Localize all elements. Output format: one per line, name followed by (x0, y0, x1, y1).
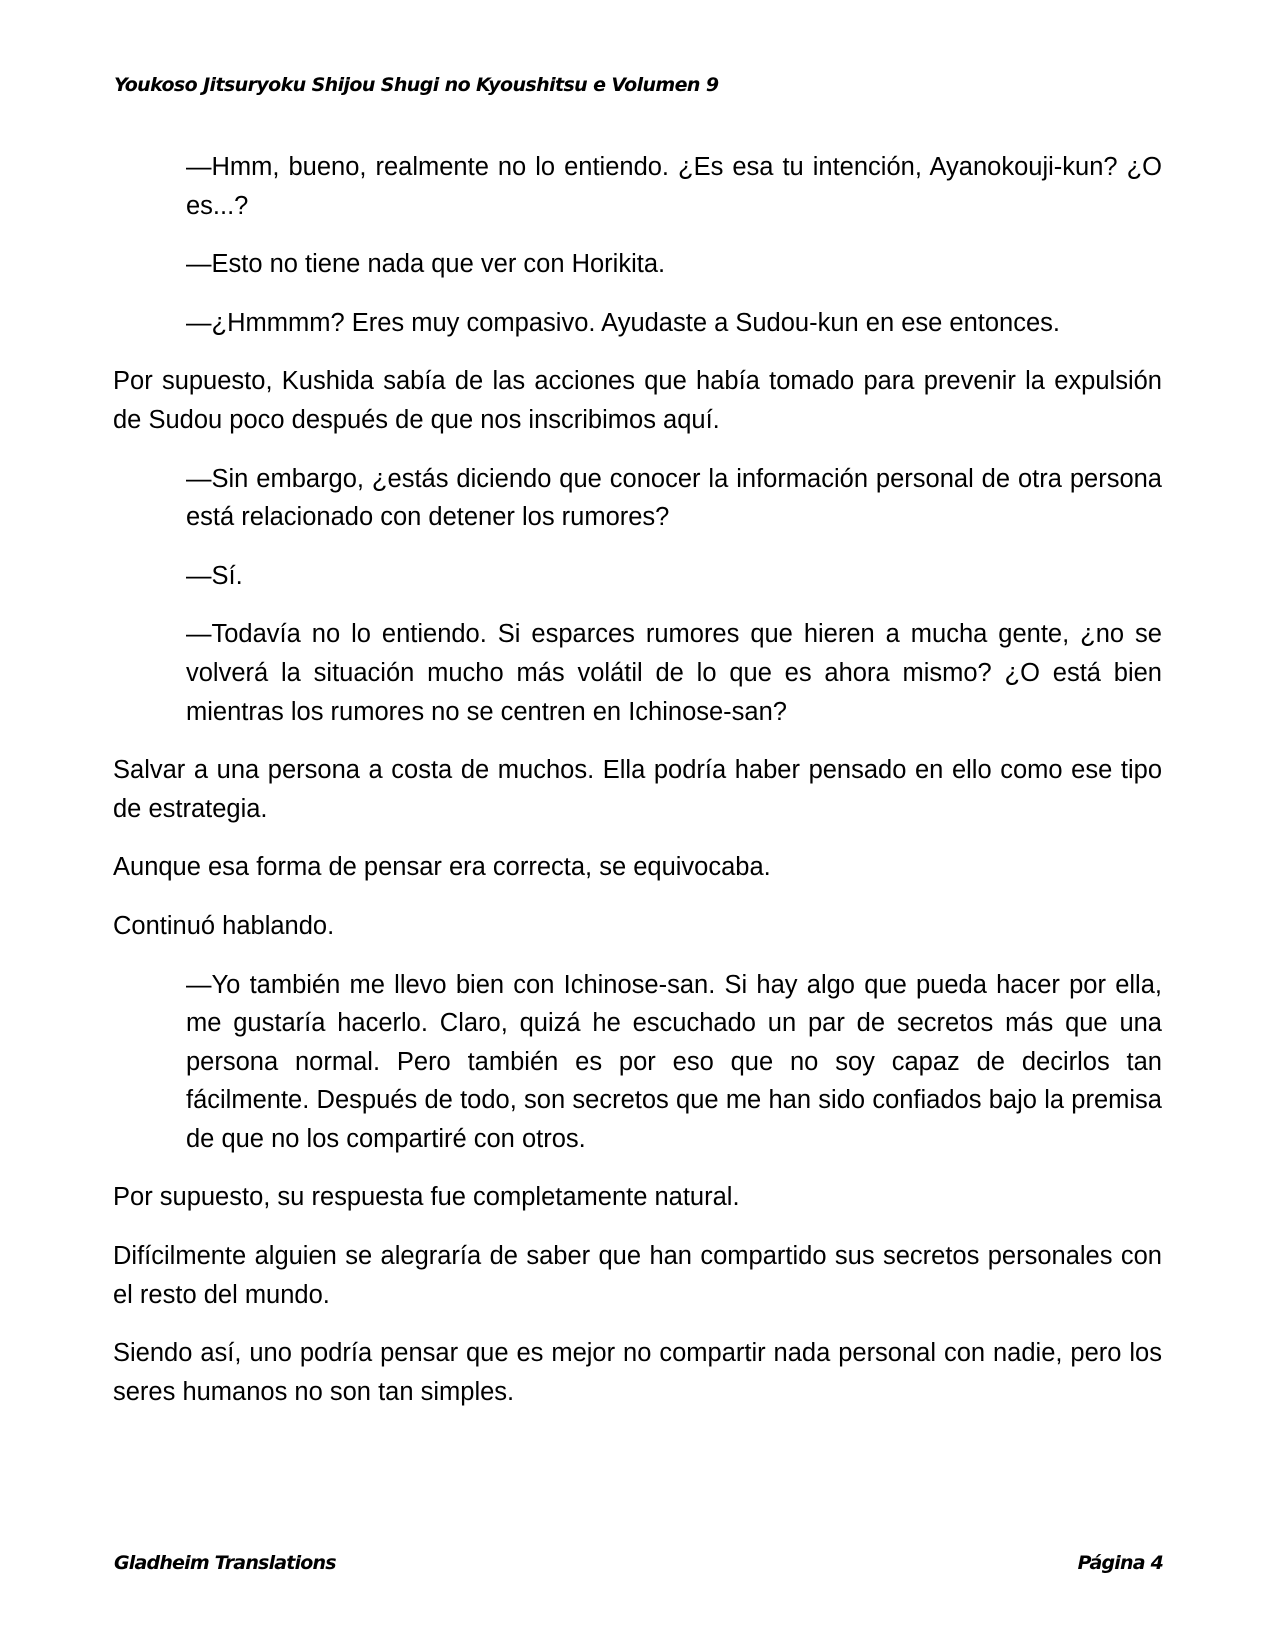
footer-page-number: Página 4 (1077, 1552, 1163, 1574)
footer-publisher: Gladheim Translations (114, 1552, 336, 1574)
narration-paragraph: Continuó hablando. (113, 911, 335, 940)
running-header: Youkoso Jitsuryoku Shijou Shugi no Kyoushitsu e Volumen 9 (114, 74, 719, 96)
narration-paragraph: Salvar a una persona a costa de muchos. Ella podría haber pensado en ello como ese tipo de estrategia. (113, 756, 1162, 823)
dialogue-paragraph: —Todavía no lo entiendo. Si esparces rumores que hieren a mucha gente, ¿no se volverá la situación mucho más volátil de lo que es ahora mismo? ¿O está bien mientras los rumores no se centren en Ichinose-san? (186, 620, 1162, 726)
dialogue-paragraph: —Esto no tiene nada que ver con Horikita. (186, 250, 666, 279)
dialogue-paragraph: —Sin embargo, ¿estás diciendo que conocer la información personal de otra persona está relacionado con detener los rumores? (186, 464, 1162, 532)
narration-paragraph: Aunque esa forma de pensar era correcta, se equivocaba. (113, 853, 771, 882)
narration-paragraph: Por supuesto, su respuesta fue completamente natural. (113, 1183, 740, 1212)
dialogue-paragraph: —Yo también me llevo bien con Ichinose-san. Si hay algo que pueda hacer por ella, me gustaría hacerlo. Claro, quizá he escuchado un par de secretos más que una persona normal. Pero también es por eso que no soy capaz de decirlos tan fácilmente. Después de todo, son secretos que me han sido confiados bajo la premisa de que no los compartiré con otros. (186, 970, 1162, 1153)
dialogue-paragraph: —Hmm, bueno, realmente no lo entiendo. ¿Es esa tu intención, Ayanokouji-kun? ¿O es...? (186, 153, 1162, 220)
dialogue-paragraph: —¿Hmmmm? Eres muy compasivo. Ayudaste a Sudou-kun en ese entonces. (186, 308, 1061, 337)
dialogue-paragraph: —Sí. (186, 561, 243, 590)
page-body (113, 148, 1162, 1431)
narration-paragraph: Difícilmente alguien se alegraría de saber que han compartido sus secretos personales con el resto del mundo. (113, 1242, 1162, 1309)
narration-paragraph: Siendo así, uno podría pensar que es mejor no compartir nada personal con nadie, pero los seres humanos no son tan simples. (113, 1339, 1162, 1406)
narration-paragraph: Por supuesto, Kushida sabía de las acciones que había tomado para prevenir la expulsión de Sudou poco después de que nos inscribimos aquí. (113, 367, 1162, 434)
